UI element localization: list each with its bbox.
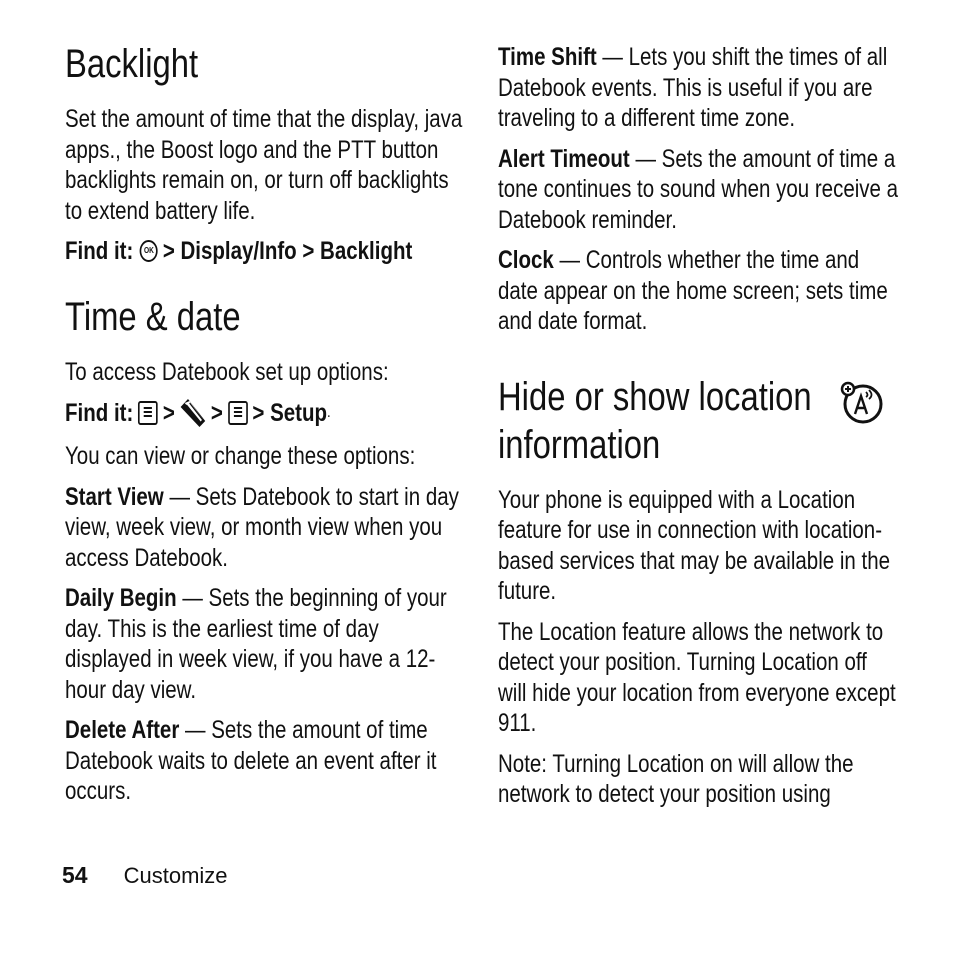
option-desc: — Sets the beginning of your day. This is the earliest time of day displayed in week view, if you have a 12-hour day view.: [65, 584, 447, 704]
option-desc: — Sets the amount of time Datebook waits to delete an event after it occurs.: [65, 716, 437, 805]
option-desc: — Controls whether the time and date appear on the home screen; sets time and date format.: [498, 246, 888, 335]
page-footer: [62, 862, 228, 889]
location-p1: Your phone is equipped with a Location feature for use in connection with location-based services that may be available in the future.: [498, 485, 891, 605]
right-column: [498, 0, 898, 810]
option-desc: — Sets Datebook to start in day view, week view, or month view when you access Datebook.: [65, 482, 459, 572]
option-term: Clock: [498, 246, 554, 274]
location-p3: Note: Turning Location on will allow the network to detect your position using: [498, 749, 854, 808]
option-term: Daily Begin: [65, 584, 177, 612]
option-daily-begin: [65, 583, 465, 705]
backlight-heading: Backlight: [65, 42, 199, 86]
ok-key-icon: OK: [140, 240, 158, 262]
location-heading: Hide or show location information: [498, 374, 812, 467]
page-number: 54: [62, 862, 88, 888]
backlight-find-path: > Display/Info > Backlight: [162, 237, 413, 265]
option-term: Delete After: [65, 716, 180, 744]
left-column: [65, 0, 465, 807]
option-clock: [498, 245, 898, 337]
section-name: Customize: [123, 863, 228, 888]
location-feature-icon: [840, 380, 884, 424]
tools-icon: [178, 397, 208, 429]
option-start-view: [65, 482, 465, 574]
menu-key-icon: [138, 401, 158, 425]
backlight-body: Set the amount of time that the display, java apps., the Boost logo and the PTT button backlights remain on, or turn off backlights to extend battery life.: [65, 105, 463, 225]
menu-key-icon: [228, 401, 248, 425]
option-term: Start View: [65, 482, 164, 511]
option-desc: — Sets the amount of time a tone continues to sound when you receive a Datebook reminder.: [498, 144, 899, 234]
find-sep: >: [210, 398, 223, 427]
find-it-label: Find it:: [65, 398, 134, 427]
option-delete-after: [65, 715, 465, 807]
option-term: Alert Timeout: [498, 144, 630, 173]
time-date-find-it: [65, 397, 465, 429]
backlight-find-it: [65, 236, 465, 267]
option-term: Time Shift: [498, 43, 597, 71]
option-alert-timeout: [498, 144, 898, 236]
location-p2: The Location feature allows the network to detect your position. Turning Location off will hide your location from everyone except 911.: [498, 617, 896, 737]
time-date-intro: To access Datebook set up options:: [65, 357, 389, 386]
find-it-label: Find it:: [65, 237, 134, 265]
option-desc: — Lets you shift the times of all Datebook events. This is useful if you are traveling to a different time zone.: [498, 43, 888, 132]
find-period: .: [327, 403, 331, 421]
option-time-shift: [498, 42, 898, 134]
time-date-heading: Time & date: [65, 294, 241, 339]
find-sep: >: [162, 398, 175, 427]
time-date-find-path: > Setup: [252, 398, 328, 427]
options-intro: You can view or change these options:: [65, 442, 416, 470]
